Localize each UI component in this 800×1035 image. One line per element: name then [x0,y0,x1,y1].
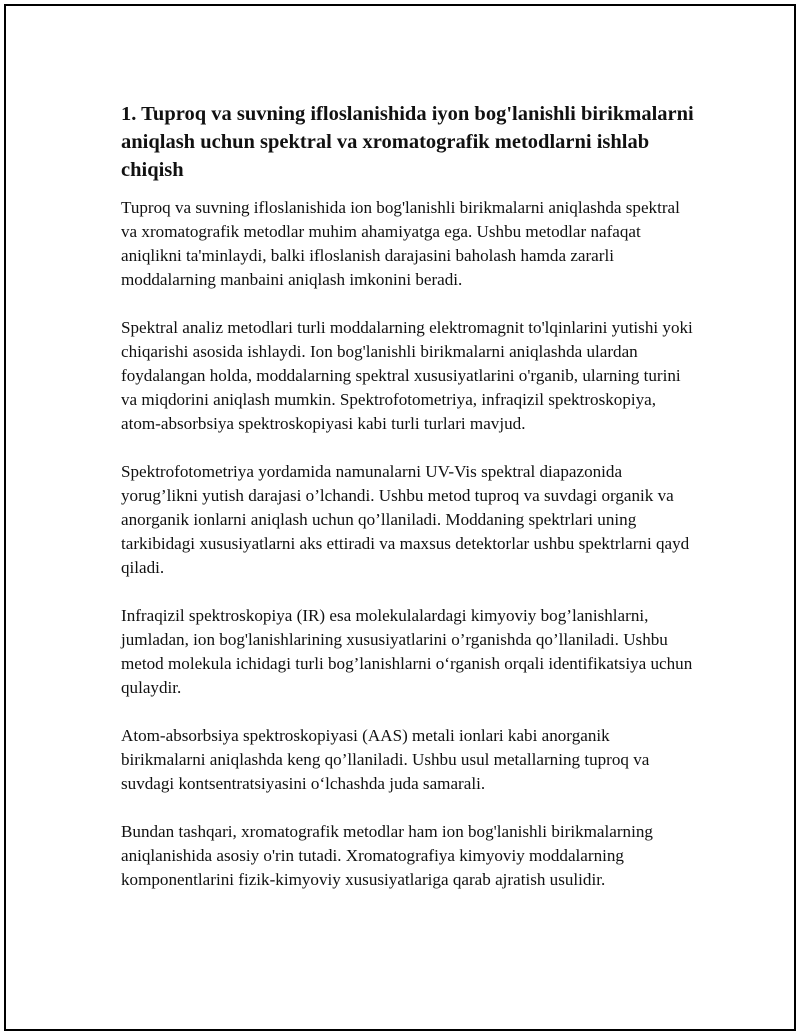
page-frame [4,4,796,1031]
document-body [121,100,696,916]
paragraph-spectral-analysis: Spektral analiz metodlari turli moddalarning elektromagnit to'lqinlarini yutishi yoki chiqarishi asosida ishlaydi. Ion bog'lanishli birikmalarni aniqlashda ulardan foydalangan holda, moddalarning spektral xususiyatlarini o'rganib, ularning turini va miqdorini aniqlash mumkin. Spektrofotometriya, infraqizil spektroskopiya, atom-absorbsiya spektroskopiyasi kabi turli turlari mavjud. [121,318,693,433]
paragraph-infrared: Infraqizil spektroskopiya (IR) esa molekulalardagi kimyoviy bog’lanishlarni, jumladan, ion bog'lanishlarining xususiyatlarini o’rganishda qo’llaniladi. Ushbu metod molekula ichidagi turli bog’lanishlarni o‘rganish orqali identifikatsiya uchun qulaydir. [121,606,693,697]
paragraph-spectrophotometry: Spektrofotometriya yordamida namunalarni UV-Vis spektral diapazonida yorug’likni yutish darajasi o’lchandi. Ushbu metod tuproq va suvdagi organik va anorganik ionlarni aniqlash uchun qo’llaniladi. Moddaning spektrlari uning tarkibidagi xususiyatlarni aks ettiradi va maxsus detektorlar ushbu spektrlarni qayd qiladi. [121,462,690,577]
paragraph-chromatography: Bundan tashqari, xromatografik metodlar ham ion bog'lanishli birikmalarning aniqlanishida asosiy o'rin tutadi. Xromatografiya kimyoviy moddalarning komponentlarini fizik-kimyoviy xususiyatlariga qarab ajratish usulidir. [121,822,653,889]
paragraph-intro: Tuproq va suvning ifloslanishida ion bog'lanishli birikmalarni aniqlashda spektral va xromatografik metodlar muhim ahamiyatga ega. Ushbu metodlar nafaqat aniqlikni ta'minlaydi, balki ifloslanish darajasini baholash hamda zararli moddalarning manbaini aniqlash imkonini beradi. [121,198,680,289]
document-title: 1. Tuproq va suvning ifloslanishida iyon bog'lanishli birikmalarni aniqlash uchun spektral va xromatografik metodlarni ishlab chiqish [121,103,694,181]
paragraph-atomic-absorption: Atom-absorbsiya spektroskopiyasi (AAS) metali ionlari kabi anorganik birikmalarni aniqlashda keng qo’llaniladi. Ushbu usul metallarning tuproq va suvdagi kontsentratsiyasini o‘lchashda juda samarali. [121,726,650,793]
